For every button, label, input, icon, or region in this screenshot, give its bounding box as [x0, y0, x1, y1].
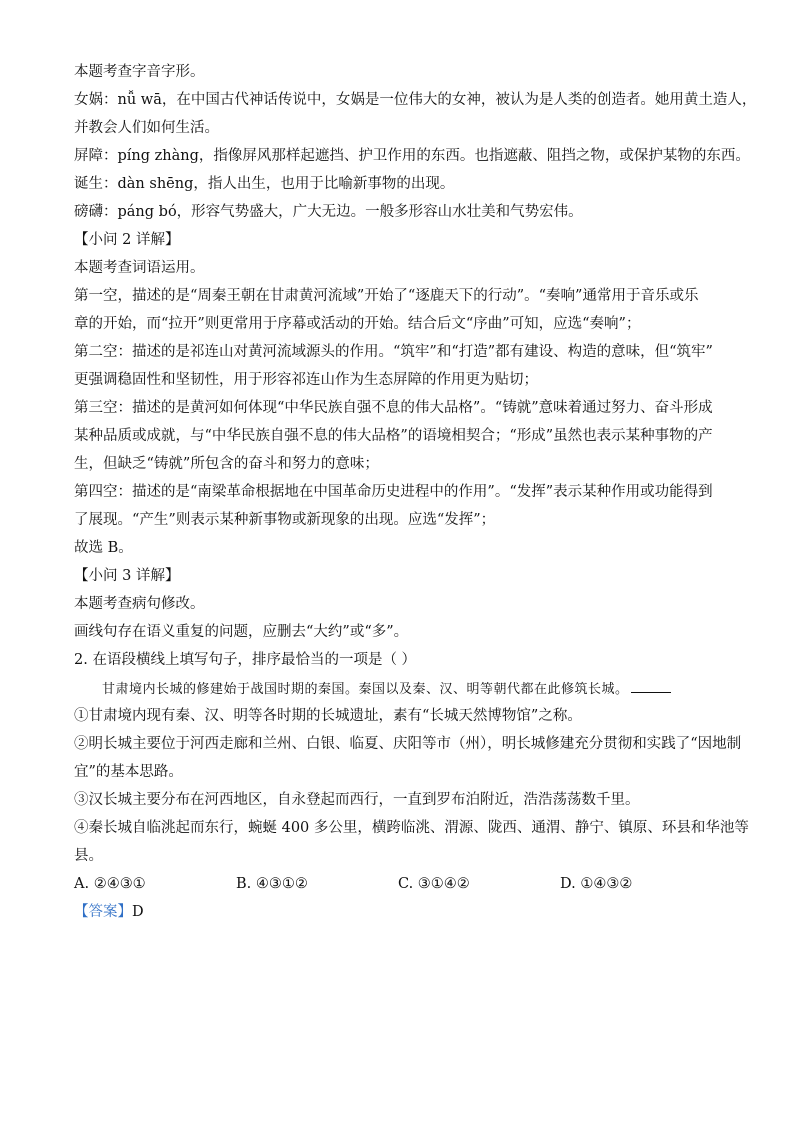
- explanation-line: 磅礴：páng bó，形容气势盛大，广大无边。一般多形容山水壮美和气势宏伟。: [74, 204, 583, 220]
- sentence-option: ②明长城主要位于河西走廊和兰州、白银、临夏、庆阳等市（州），明长城修建充分贯彻和实践了“因地制: [74, 736, 742, 752]
- document-page: [74, 62, 757, 922]
- passage-line: [74, 678, 724, 698]
- section-heading: 【小问 2 详解】: [74, 232, 180, 248]
- sentence-option: ④秦长城自临洮起而东行，蜿蜒 400 多公里，横跨临洮、渭源、陇西、通渭、静宁、镇原、环县和华池等: [74, 820, 749, 836]
- conclusion-line: 故选 B。: [74, 540, 133, 556]
- sentence-option: ③汉长城主要分布在河西地区，自永登起而西行，一直到罗布泊附近，浩浩荡荡数千里。: [74, 792, 640, 808]
- topic-line: 本题考查病句修改。: [74, 596, 205, 612]
- explanation-line: 第四空：描述的是“南梁革命根据地在中国革命历史进程中的作用”。“发挥”表示某种作用或功能得到: [74, 484, 713, 500]
- explanation-line: 并教会人们如何生活。: [74, 120, 219, 136]
- answer-value: D: [132, 904, 144, 920]
- choice-options: [74, 874, 724, 894]
- explanation-line: 了展现。“产生”则表示某种新事物或新现象的出现。应选“发挥”；: [74, 512, 496, 528]
- choice-c: C. ③①④②: [398, 876, 470, 892]
- explanation-line: 生，但缺乏“铸就”所包含的奋斗和努力的意味；: [74, 456, 379, 472]
- answer-line: [74, 902, 724, 922]
- choice-d: D. ①④③②: [560, 876, 633, 892]
- sentence-option: 宜”的基本思路。: [74, 764, 183, 780]
- section-heading: 【小问 3 详解】: [74, 568, 180, 584]
- explanation-line: 更强调稳固性和坚韧性，用于形容祁连山作为生态屏障的作用更为贴切；: [74, 372, 538, 388]
- question-stem: 2. 在语段横线上填写句子，排序最恰当的一项是（ ）: [74, 652, 417, 668]
- explanation-line: 第三空：描述的是黄河如何体现“中华民族自强不息的伟大品格”。“铸就”意味着通过努力、奋斗形成: [74, 400, 713, 416]
- choice-b: B. ④③①②: [236, 876, 308, 892]
- explanation-line: 诞生：dàn shēng，指人出生，也用于比喻新事物的出现。: [74, 176, 455, 192]
- explanation-line: 章的开始，而“拉开”则更常用于序幕或活动的开始。结合后文“序曲”可知，应选“奏响”；: [74, 316, 641, 332]
- explanation-line: 画线句存在语义重复的问题，应删去“大约”或“多”。: [74, 624, 409, 640]
- topic-line: 本题考查词语运用。: [74, 260, 205, 276]
- passage-text: 甘肃境内长城的修建始于战国时期的秦国。秦国以及秦、汉、明等朝代都在此修筑长城。: [102, 682, 629, 697]
- explanation-line: 第一空，描述的是“周秦王朝在甘肃黄河流域”开始了“逐鹿天下的行动”。“奏响”通常用于音乐或乐: [74, 288, 699, 304]
- answer-tag: 【答案】: [74, 904, 132, 920]
- explanation-line: 第二空：描述的是祁连山对黄河流域源头的作用。“筑牢”和“打造”都有建设、构造的意味，但“筑牢”: [74, 344, 713, 360]
- topic-line: 本题考查字音字形。: [74, 64, 205, 80]
- explanation-line: 屏障：píng zhàng，指像屏风那样起遮挡、护卫作用的东西。也指遮蔽、阻挡之物，或保护某物的东西。: [74, 148, 750, 164]
- explanation-line: 某种品质或成就，与“中华民族自强不息的伟大品格”的语境相契合；“形成”虽然也表示某种事物的产: [74, 428, 713, 444]
- sentence-option: ①甘肃境内现有秦、汉、明等各时期的长城遗址，素有“长城天然博物馆”之称。: [74, 708, 582, 724]
- explanation-line: 女娲：nǚ wā，在中国古代神话传说中，女娲是一位伟大的女神，被认为是人类的创造者。她用黄土造人，: [74, 92, 757, 108]
- sentence-option: 县。: [74, 848, 103, 864]
- fill-blank: [631, 678, 671, 693]
- choice-a: A. ②④③①: [74, 876, 146, 892]
